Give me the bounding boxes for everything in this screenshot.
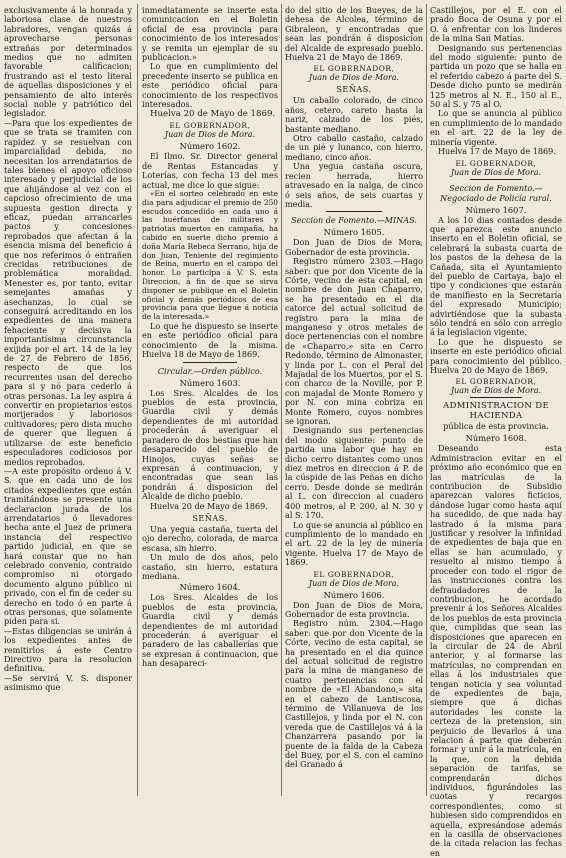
paragraph: Registro número 2303.—Hago saber: que por don Vicente de la Córte, vecino de esta capital, en nombre de don Juan Chaparro, se ha presentado en el dia catorce del actual solicitud de registro para la mina de manganeso y otros metales de doce pertenencias con el nombre de «Chaparro,» sita en Cerro Redondo, término de Almonaster, y linda por L. con el Peral del Majadal de los Muertos, por el S. con charco de la Noville, por P. con majadal de Monte Romero y por N. con mina cobriza en Monte Romero, cuyos nombres se ignoran. xyxy=(285,256,423,427)
notice-number: Número 1607. xyxy=(465,204,527,215)
paragraph: Registro núm. 2304.—Hago saber: que por don Vicente de la Córte, vecino de esta capital, se ha presentado en el dia quince del actual solicitud de registro para la mina de manganeso de cuatro pertenencias con el nombre de «El Abandono,» sita en el cabezo de Lantiscosa, término de Villanueva de los Castillejos, y linda por el N. con vereda que de Castillejos vá á la Chanzarrera pasando por la puente de la falda de la Cabeza del Buey, por el S. con el camino del Granado á xyxy=(285,618,423,770)
paragraph: exclusivamente á la honrada y laboriosa clase de nuestros labradores, vengan quizás á aprovecharse personas extrañas por determinados medios que no admiten favorable calificacion; frustrando asi el testo literal de aquellas disposiciones y el pensamiento de alto interés social noble y patriótico del legislador. xyxy=(4,5,132,119)
paragraph: Otro caballo castaño, calzado de un pié y lunanco, con hierro, mediano, cinco años. xyxy=(285,133,423,162)
paragraph: Una yegua castaña, tuerta del ojo derecho, colorada, de marca escasa, sin hierro. xyxy=(142,523,278,553)
paragraph: do del sitio de los Bueyes, de la dehesa de Alcolea, término de Gibraleon, y encontradas que sean las pondrán á disposicion del Alcalde de expresado pueblo. Huelva 21 de Mayo de 1869. xyxy=(285,5,423,63)
column-rule xyxy=(281,4,282,796)
notice-number: Número 1606. xyxy=(323,589,385,600)
paragraph: Los Sres. Alcaldes de los pueblos de esta provincia, Guardia civil y demás dependientes de mi autoridad procederán á averiguar el paradero de dos bestias que han desaparecido del pueblo de Hinojos, cuyas señas se expresan á continuacion, y encontradas que sean las pondrán á disposicion del Alcalde de dicho pueblo. xyxy=(142,387,278,502)
paragraph: Don Juan de Dios de Mora, Gobernador de esta provincia. xyxy=(285,599,423,619)
signer-name: Juan de Dios de Mora. xyxy=(308,73,400,83)
signer-title: EL GOBERNADOR, xyxy=(313,64,395,74)
column-3 xyxy=(285,6,423,796)
date-line: Huelva 20 de Mayo de 1869. xyxy=(150,500,268,511)
date-line: Huelva 17 de Mayo de 1869. xyxy=(438,146,556,157)
signer-title: EL GOBERNADOR, xyxy=(169,121,251,131)
paragraph: Los Sres. Alcaldes de los pueblos de esta provincia, Guardia civil y demás dependientes de mi autoridad procederán á averiguar el paradero de las caballerías que se expresan á continuacion, que han desapareci- xyxy=(142,592,278,669)
column-rule xyxy=(426,4,427,796)
notice-number: Número 1604. xyxy=(179,582,241,593)
paragraph: —Para que los expedientes de que se trata se tramiten con rapidez y se resuelvan con imparcialidad debida, no necesitan los arrendatarios de tales bienes el apoyo oficioso interesado y perjudicial de los que ahijándose al vez con el capcioso ofrecimiento de una supuesta gestion directa y eficaz, puedan arrancarles pactos y concesiones reprobados que afectan á la esencia misma del beneficio á que nos referimos ó entrañen crecidas retribuciones de problemática moralidad. Menester es, por tanto, evitar semejantes amañas y asechanzas, lo cual se conseguirá acreditando en los expedientes de una manera fehaciente y decisiva la importantísima circunstancia exijida por el art. 14 de la ley de 27 de Febrero de 1856, respecto de que los recurrentes usan del derecho para si y nó para cederlo á otras personas. La ley aspira á convertir en propietarios estos morijerados y laboriosos cultivadores; pero dista mucho de querer que lleguen á utilizarse de este beneficio especuladores codiciosos por medios reprobados. xyxy=(4,117,132,467)
paragraph: Una yegua castaña oscura, recien herrada, hierro atravesado en la nalga, de cinco ó seis años, de seis cuartas y media. xyxy=(285,161,423,209)
paragraph: Un caballo colorado, de cinco años, cetero, careto hasta la nariz, calzado de los piés, bastante mediano. xyxy=(285,95,423,134)
paragraph: Lo que se anuncia al público en cumplimiento de lo mandado en el art. 22 de la ley de minería vigente. xyxy=(430,108,562,147)
paragraph: —A este propósito ordeno á V. S. que en cada uno de los citados expedientes que están tramitándose se presente una declaracion jurada de los arrendatarios ó llevadores hecha ante el Juez de primera instancia del respectivo partido judicial, en que se hará constar que no han celebrado convenio, contraido compromiso ni otorgado documento alguno público ni privado, con el fin de ceder su derecho en todo ó en parte á otras personas, que solamente piden para si. xyxy=(4,465,132,627)
notice-number: Número 1602. xyxy=(179,141,241,152)
column-4 xyxy=(430,5,562,858)
signer-name: Juan de Dios de Mora. xyxy=(450,386,542,396)
paragraph: Lo que he dispuesto se inserte en este periódico oficial para conocimiento de la misma. Huelva 18 de Mayo de 1869. xyxy=(142,321,278,360)
paragraph: —Estas diligencias se unirán á los expedientes antes de remitirlos á este Centro Directivo para la resolucion definitiva. xyxy=(4,625,132,674)
paragraph: Un mulo de dos años, pelo castaño, sin hierro, estatura mediana. xyxy=(142,552,278,581)
separator xyxy=(326,211,381,212)
paragraph: «En el sorteo celebrado en este dia para adjudicar el premio de 250 escudos concedido en cada uno á las huérfanas de militares y patriotas muertos en campaña, ha cabido en suerte dicho premio á doña María Rebeca Serrano, hija de don Juan, Teniente del regimiento de Reina, muerto en el campo del honor. Lo participa á V. S. esta Direccion, á fin de que se sirva disponer se publique en el Boletin oficial y demás periódicos de esa provincia para que llegue á noticia de la interesada.» xyxy=(142,189,278,322)
paragraph: Designando sus pertenencias del modo siguiente: punto de partida una labor que hay en dicho cerro distantes como unos diez metros en direccion á P. de la cúspide de las Peñas en dicho cerro. Desde donde se medirán al L. con direccion al cuadero 400 metros, al P. 200, al N. 30 y al S. 170. xyxy=(285,425,423,521)
paragraph: Designando sus pertenencias del modo siguiente: punto de partida un pozo que se halla en el referido cabezo á parte del S. Desde dicho punto se medirán 125 metros al N. E., 150 al E., 50 al S. y 75 al O. xyxy=(430,42,562,110)
column-1 xyxy=(4,6,132,796)
separator xyxy=(183,362,237,363)
section-heading: ADMINISTRACION DE HACIENDA xyxy=(442,401,550,422)
column-2 xyxy=(142,6,278,796)
paragraph: Lo que se anuncia al público en cumplimiento de lo mandado en el art. 22 de la ley de minería vigente. Huelva 17 de Mayo de 1869. xyxy=(285,519,423,568)
signer-title: EL GOBERNADOR, xyxy=(313,569,395,579)
paragraph: Deseando esta Administracion evitar en el próximo año económico que en las matrículas de la contribucion de Subsidio aparezcan valores ficticios, dándose lugar como hasta aquí ha sucedido, de que nada hay lastrado á la misma para justificar y resolver la infinidad de expedientes de baja que en ellas se han acumulado, y resuelto al mismo tiempo á proceder con todo el rigor de las instrucciones contra los defraudadores de la contribucion, he acordado prevenir á los Señores Alcaldes de los pueblos de esta provincia que, cumplidas que sean las disposiciones que aparecen en la circular de 24 de Abril anterior, y al formarse las matrículas, no comprendan en ellas á los industriales que tengan noticia y sea voluntad de expedientes de baja, siempre que á dichas autoridades les conste la certeza de la pretension, sin perjuicio de llevarlos á una relacion á parte que deberán formar y unir á la matrícula, en la que, con la debida separacion de tarifas, se comprendarán dichos individuos, figurándoles las cuotas y recargos correspondientes, como si hubiesen sido comprendidos en aquella, expresándose además en la casilla de observaciones de la citada relacion las fechas en xyxy=(430,443,562,858)
signer-name: Juan de Dios de Mora. xyxy=(450,167,542,177)
section-heading: Seccion de Fomento.—Negociado de Policía rural. xyxy=(440,182,552,203)
signer-title: EL GOBERNADOR, xyxy=(455,377,537,387)
separator xyxy=(470,179,523,180)
section-heading: Circular.—Orden público. xyxy=(157,365,263,376)
paragraph: inmediatamente se inserte esta comunicacion en el Boletin oficial de esa provincia para conocimiento de los interesados y se remita un ejemplar de su publicacion.» xyxy=(142,5,278,63)
senas-heading: SEÑAS. xyxy=(336,84,372,95)
senas-heading: SEÑAS. xyxy=(192,512,228,523)
notice-number: Número 1608. xyxy=(465,433,527,444)
section-heading: Seccion de Fomento.—MINAS. xyxy=(291,215,417,226)
separator xyxy=(470,397,523,398)
paragraph: El Ilmo. Sr. Director general de Rentas Estancadas y Loterías, con fecha 13 del mes actual, me dice lo que sigue: xyxy=(142,151,278,190)
signer-name: Juan de Dios de Mora. xyxy=(308,578,400,588)
paragraph: Lo que he dispuesto se inserte en este periódico oficial para conocimiento del público. Huelva 20 de Mayo de 1869. xyxy=(430,336,562,375)
paragraph: Lo que en cumplimiento del precedente inserto se publica en este periódico oficial para conocimiento de los respectivos interesados. xyxy=(142,61,278,110)
signer-title: EL GOBERNADOR, xyxy=(455,158,537,168)
paragraph: Don Juan de Dios de Mora, Gobernador de esta provincia. xyxy=(285,237,423,257)
notice-number: Número 1603. xyxy=(179,377,241,388)
section-subheading: pública de esta provincia. xyxy=(443,421,549,432)
paragraph: A los 10 dias contados desde que aparezca este anuncio inserto en el Boletin oficial, se celebrará la subasta cuarta de los pastos de la dehesa de la Cañada, sita el Ayuntamiento del pueblo de Cartaya, bajo el tipo y condiciones que estarán de manifiesto en la Secretaría del expresado Municipio; advirtiéndose que la subasta sólo tendrá en sólo con arreglo á la legislacion vigente. xyxy=(430,214,562,338)
column-rule xyxy=(137,4,138,796)
paragraph: Castillejos, por el E. con el prado Boca de Osuna y por el O. á enfrentar con los linderos de la mina San Matías. xyxy=(430,5,562,44)
paragraph: —Se servirá V. S. disponer asimismo que xyxy=(4,672,132,693)
date-line: Huelva 20 de Mayo de 1869. xyxy=(150,109,276,120)
signer-name: Juan de Dios de Mora. xyxy=(164,130,256,140)
notice-number: Número 1605. xyxy=(323,227,385,238)
